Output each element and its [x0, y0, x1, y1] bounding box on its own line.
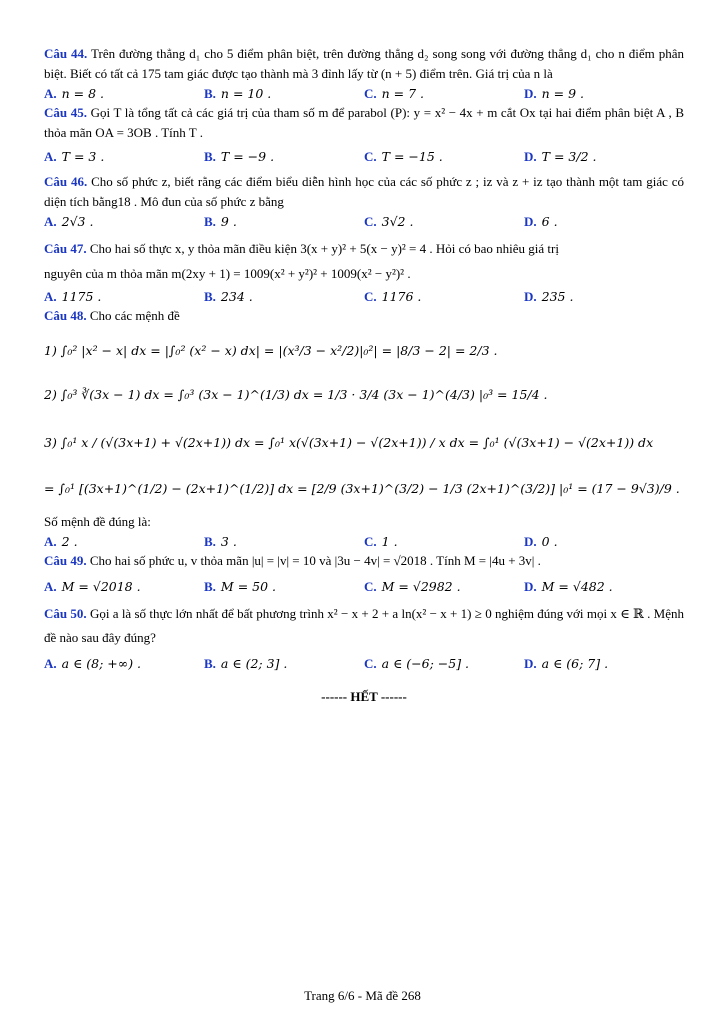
exam-page: [44, 44, 684, 705]
question-label: Câu 46.: [44, 174, 88, 189]
statement-2: 2) ∫₀³ ∛(3x − 1) dx = ∫₀³ (3x − 1)^(1/3) dx = 1/3 · 3/4 (3x − 1)^(4/3) |₀³ = 15/4 .: [44, 387, 548, 402]
question-text: Cho hai số phức u, v thỏa mãn |u| = |v| = 10 và |3u − 4v| = √2018 . Tính M = |4u + 3v| .: [89, 553, 541, 568]
answer-a[interactable]: A. 2√3 .: [44, 214, 94, 229]
question-44: [44, 44, 684, 84]
question-label: Câu 50.: [44, 606, 87, 621]
answer-c[interactable]: C. a ∈ (−6; −5] .: [364, 656, 470, 671]
answers-47: [44, 287, 684, 306]
statement-3a: 3) ∫₀¹ x / (√(3x+1) + √(2x+1)) dx = ∫₀¹ x(√(3x+1) − √(2x+1)) / x dx = ∫₀¹ (√(3x+1) − √(2x+1)) dx: [44, 435, 654, 450]
answer-d[interactable]: D. a ∈ (6; 7] .: [524, 656, 609, 671]
question-text: Cho hai số thực x, y thỏa mãn điều kiện 3(x + y)² + 5(x − y)² = 4 . Hỏi có bao nhiêu giá trị: [89, 241, 559, 256]
answers-49: [44, 577, 684, 596]
answer-a[interactable]: A. n = 8 .: [44, 86, 105, 101]
answer-d[interactable]: D. n = 9 .: [524, 86, 585, 101]
answers-44: [44, 84, 684, 103]
answer-a[interactable]: A. a ∈ (8; +∞) .: [44, 656, 142, 671]
question-text: Cho số phức z, biết rằng các điểm biểu diễn hình học của các số phức z ; iz và z + iz tạo thành một tam giác có diện tích bằng18 . Mô đun của số phức z bằng: [44, 174, 684, 209]
question-text: Gọi a là số thực lớn nhất để bất phương trình x² − x + 2 + a ln(x² − x + 1) ≥ 0 nghiệm đúng với mọi x ∈ ℝ . Mệnh đề nào sau đây đúng?: [44, 606, 685, 645]
end-marker: ------ HẾT ------: [321, 689, 407, 704]
statement-1: 1) ∫₀² |x² − x| dx = |∫₀² (x² − x) dx| = |(x³/3 − x²/2)|₀²| = |8/3 − 2| = 2/3 .: [44, 343, 498, 358]
answer-c[interactable]: C. T = −15 .: [364, 149, 443, 164]
question-label: Câu 49.: [44, 553, 87, 568]
answer-a[interactable]: A. 2 .: [44, 534, 78, 549]
question-label: Câu 45.: [44, 105, 87, 120]
answer-b[interactable]: B. T = −9 .: [204, 149, 275, 164]
question-text: Trên đường thẳng d₁ cho 5 điểm phân biệt, trên đường thẳng d₂ song song với đường thẳng d₁ cho n điểm phân biệt. Biết có tất cả 175 tam giác được tạo thành mà 3 đỉnh lấy từ (n + 5) điểm trên. Giá trị của n là: [44, 46, 684, 81]
page-footer: Trang 6/6 - Mã đề 268: [304, 988, 421, 1003]
answer-c[interactable]: C. n = 7 .: [364, 86, 425, 101]
answer-d[interactable]: D. 6 .: [524, 214, 558, 229]
answer-c[interactable]: C. 1 .: [364, 534, 398, 549]
answer-c[interactable]: C. M = √2982 .: [364, 579, 461, 594]
question-label: Câu 44.: [44, 46, 88, 61]
question-text: Cho các mệnh đề: [89, 308, 180, 323]
answer-c[interactable]: C. 3√2 .: [364, 214, 414, 229]
answers-48: [44, 532, 684, 551]
sub-question: Số mệnh đề đúng là:: [44, 514, 151, 529]
answer-b[interactable]: B. M = 50 .: [204, 579, 276, 594]
answer-d[interactable]: D. M = √482 .: [524, 579, 613, 594]
question-text-2: nguyên của m thỏa mãn m(2xy + 1) = 1009(x² + y²)² + 1009(x² − y²)² .: [44, 266, 411, 281]
question-45: [44, 103, 684, 143]
question-text: Gọi T là tổng tất cả các giá trị của tham số m để parabol (P): y = x² − 4x + m cắt Ox tại hai điểm phân biệt A , B thỏa mãn OA = 3OB . Tính T .: [44, 105, 685, 140]
question-49: [44, 551, 684, 571]
question-label: Câu 48.: [44, 308, 87, 323]
answers-45: [44, 147, 684, 166]
answer-a[interactable]: A. 1175 .: [44, 289, 102, 304]
answer-a[interactable]: A. M = √2018 .: [44, 579, 141, 594]
answer-c[interactable]: C. 1176 .: [364, 289, 422, 304]
answer-b[interactable]: B. 234 .: [204, 289, 253, 304]
answer-b[interactable]: B. 9 .: [204, 214, 237, 229]
answers-50: [44, 654, 684, 673]
question-label: Câu 47.: [44, 241, 87, 256]
answer-b[interactable]: B. n = 10 .: [204, 86, 272, 101]
question-48: [44, 306, 684, 532]
answer-d[interactable]: D. T = 3/2 .: [524, 149, 597, 164]
question-50: [44, 602, 684, 650]
answer-b[interactable]: B. a ∈ (2; 3] .: [204, 656, 288, 671]
question-47: [44, 237, 684, 287]
answer-b[interactable]: B. 3 .: [204, 534, 237, 549]
answer-d[interactable]: D. 0 .: [524, 534, 558, 549]
answers-46: [44, 212, 684, 231]
statement-3b: = ∫₀¹ [(3x+1)^(1/2) − (2x+1)^(1/2)] dx = [2/9 (3x+1)^(3/2) − 1/3 (2x+1)^(3/2)] |₀¹ = (17 − 9√3)/9 .: [44, 481, 680, 496]
answer-d[interactable]: D. 235 .: [524, 289, 574, 304]
question-46: [44, 172, 684, 212]
answer-a[interactable]: A. T = 3 .: [44, 149, 105, 164]
